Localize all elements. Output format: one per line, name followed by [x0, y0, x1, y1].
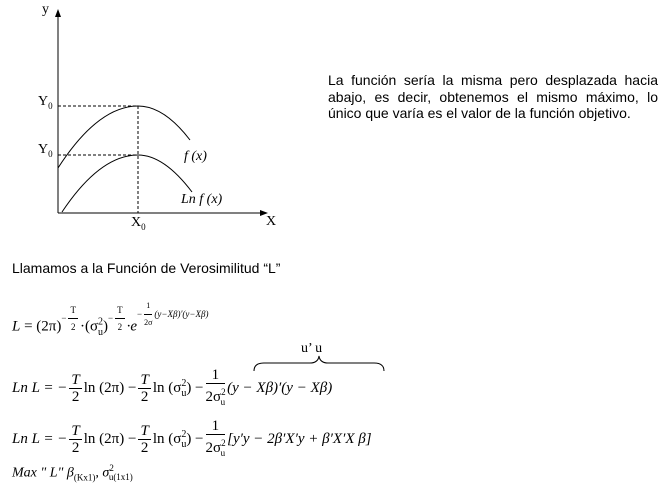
equation-likelihood: $L = (2\pi)^{- \frac{T}{2}}$ $\cdot(\sigma^2_u)^{- \frac{T}{2}}$ $\cdot e^{- \frac{1}{2\sigma} (y-X\beta)'(y-X\beta)}$ [12, 298, 208, 338]
f-label: f (x) [184, 149, 207, 164]
x-axis-label: X [266, 214, 277, 229]
ln-f-label: Ln f (x) [181, 192, 223, 207]
ln-f-curve [62, 155, 192, 212]
description-text: La función sería la misma pero desplazada hacia abajo, es decir, obtenemos el mismo máximo, lo único que varía es el valor de la función objetivo. [328, 72, 658, 121]
brace-label: u’ u [301, 341, 323, 356]
y-axis-label: y [42, 2, 49, 17]
likelihood-graph [0, 0, 300, 240]
equation-maximize: Max " L" $\beta_{(Kx1)}$, $\sigma^2_{u(1x1)}$ [12, 463, 133, 483]
x0-label: $X_0$ [131, 215, 146, 232]
y-axis-arrow [55, 9, 61, 17]
y0-lower-label: $Y_0$ [38, 142, 53, 159]
f-curve [58, 106, 190, 168]
y0-upper-label: $Y_0$ [38, 94, 53, 111]
section-heading: Llamamos a la Función de Verosimilitud “L” [12, 260, 281, 276]
equation-log-likelihood: Ln L = − $\frac{T}{2}$ ln (2π) − $\frac{T}{2}$ $\ln (\sigma^2_u)$ − $\frac{1}{2\sigma^2_u}$ (y − Xβ)′(y − Xβ) [12, 367, 333, 407]
equation-log-likelihood-expanded: Ln L = − $\frac{T}{2}$ ln (2π) − $\frac{T}{2}$ $\ln (\sigma^2_u)$ − $\frac{1}{2\sigma^2_u}$ [y′y − 2β′X′y + β′X′X β] [12, 418, 372, 458]
